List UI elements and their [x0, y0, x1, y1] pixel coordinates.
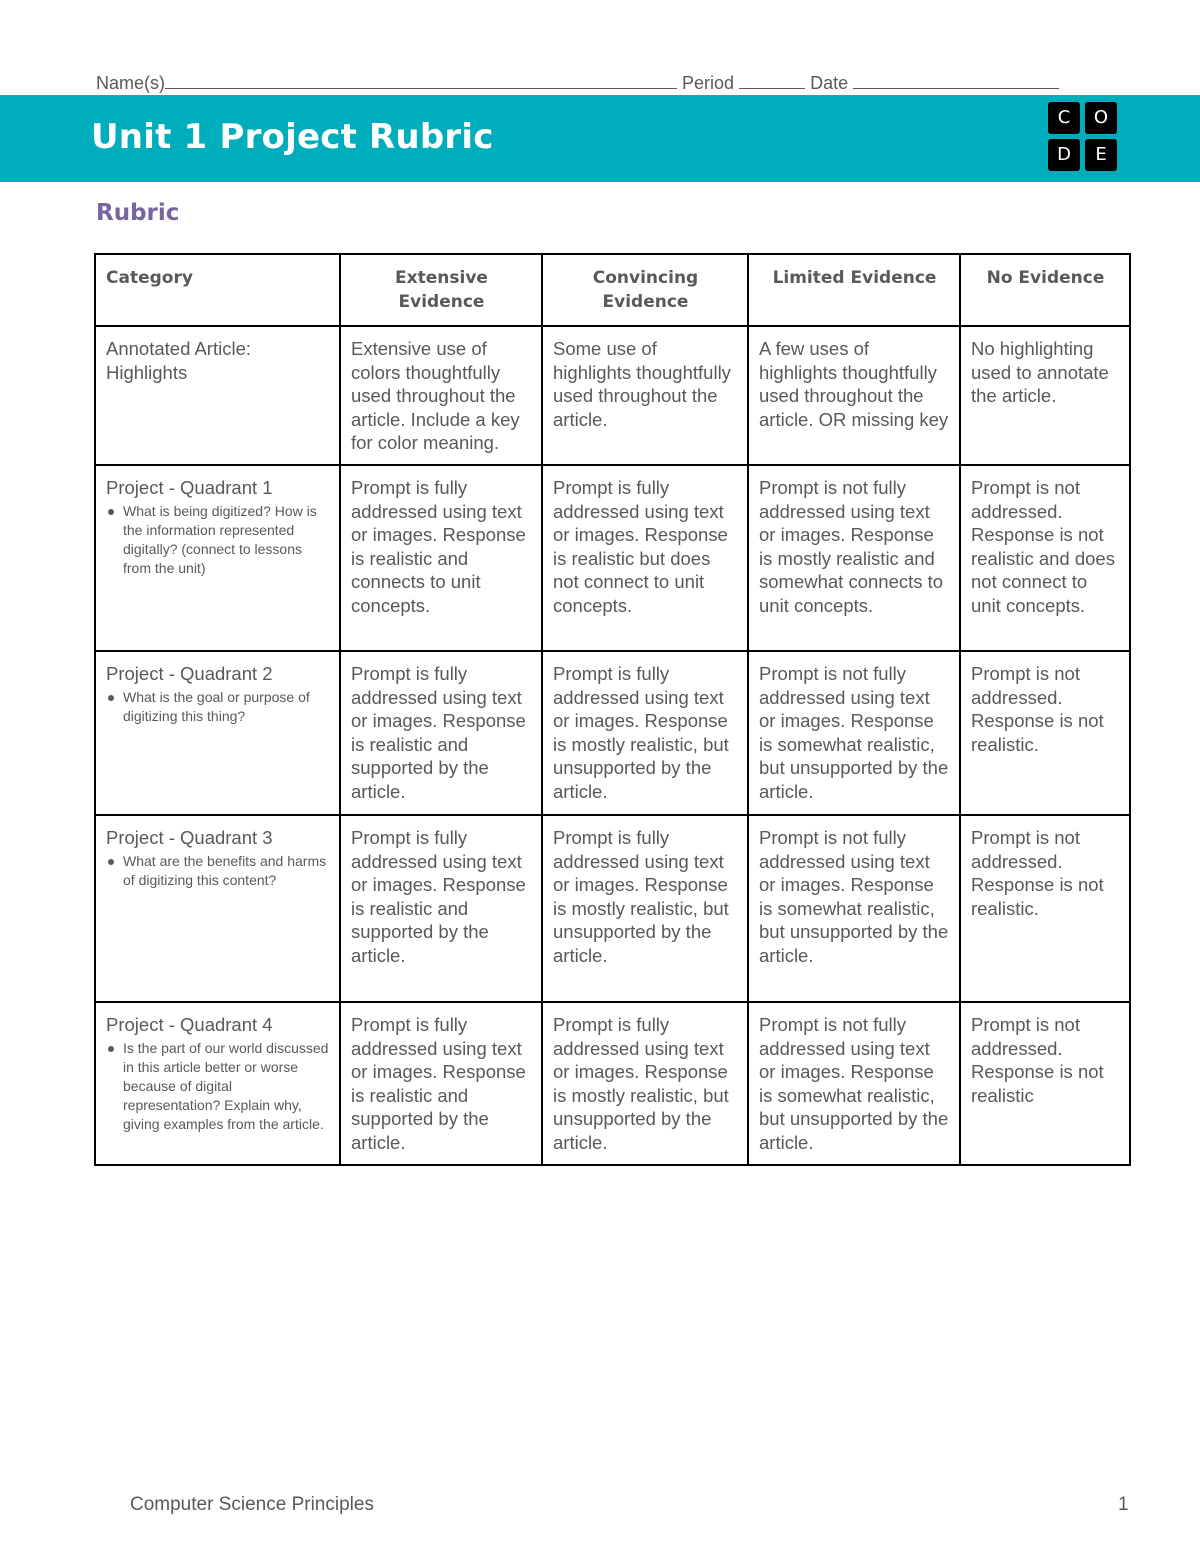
column-header: No Evidence [960, 254, 1130, 326]
period-label: Period [682, 73, 735, 93]
category-title: Project - Quadrant 1 [106, 477, 273, 498]
criteria-cell: Prompt is fully addressed using text or images. Response is mostly realistic, but unsupported by the article. [542, 1002, 748, 1165]
table-row [95, 651, 1130, 815]
category-prompt: What is being digitized? How is the information represented digitally? (connect to lessons from the unit) [106, 502, 330, 578]
criteria-cell: Prompt is fully addressed using text or images. Response is mostly realistic, but unsupported by the article. [542, 815, 748, 1002]
category-title: Project - Quadrant 3 [106, 827, 273, 848]
criteria-cell: A few uses of highlights thoughtfully used throughout the article. OR missing key [748, 326, 960, 465]
title-banner [0, 95, 1200, 182]
criteria-cell: Prompt is not addressed. Response is not realistic [960, 1002, 1130, 1165]
category-cell [95, 651, 340, 815]
section-title: Rubric [96, 200, 180, 226]
criteria-cell: Prompt is fully addressed using text or images. Response is mostly realistic, but unsupported by the article. [542, 651, 748, 815]
category-title: Project - Quadrant 2 [106, 663, 273, 684]
category-prompt: What are the benefits and harms of digitizing this content? [106, 852, 330, 890]
category-prompt: What is the goal or purpose of digitizing this thing? [106, 688, 330, 726]
criteria-cell: Prompt is not addressed. Response is not realistic. [960, 651, 1130, 815]
name-field[interactable] [165, 70, 677, 89]
logo-letter: E [1085, 139, 1117, 171]
category-prompt: Is the part of our world discussed in this article better or worse because of digital representation? Explain why, giving examples from the article. [106, 1039, 330, 1134]
column-header: Extensive Evidence [340, 254, 542, 326]
page-title: Unit 1 Project Rubric [91, 117, 494, 157]
criteria-cell: Prompt is not fully addressed using text or images. Response is mostly realistic and somewhat connects to unit concepts. [748, 465, 960, 651]
category-cell [95, 326, 340, 465]
criteria-cell: Prompt is not addressed. Response is not realistic and does not connect to unit concepts. [960, 465, 1130, 651]
table-row [95, 815, 1130, 1002]
period-field[interactable] [739, 70, 805, 89]
criteria-cell: Extensive use of colors thoughtfully used throughout the article. Include a key for color meaning. [340, 326, 542, 465]
table-row [95, 326, 1130, 465]
criteria-cell: Prompt is fully addressed using text or images. Response is realistic and supported by the article. [340, 815, 542, 1002]
criteria-cell: Prompt is not fully addressed using text or images. Response is somewhat realistic, but unsupported by the article. [748, 815, 960, 1002]
logo-letter: D [1048, 139, 1080, 171]
date-label: Date [810, 73, 849, 93]
criteria-cell: Prompt is not fully addressed using text or images. Response is somewhat realistic, but unsupported by the article. [748, 1002, 960, 1165]
footer-course: Computer Science Principles [130, 1494, 374, 1515]
logo-letter: O [1085, 102, 1117, 134]
criteria-cell: Prompt is fully addressed using text or images. Response is realistic but does not connect to unit concepts. [542, 465, 748, 651]
criteria-cell: No highlighting used to annotate the article. [960, 326, 1130, 465]
table-row [95, 1002, 1130, 1165]
page-number: 1 [1118, 1494, 1129, 1515]
criteria-cell: Prompt is fully addressed using text or images. Response is realistic and connects to unit concepts. [340, 465, 542, 651]
header-row [95, 254, 1130, 326]
date-field[interactable] [853, 70, 1059, 89]
category-title: Annotated Article: Highlights [106, 338, 252, 383]
column-header: Category [95, 254, 340, 326]
criteria-cell: Prompt is fully addressed using text or images. Response is realistic and supported by the article. [340, 651, 542, 815]
code-org-logo [1048, 102, 1118, 172]
category-cell [95, 1002, 340, 1165]
logo-letter: C [1048, 102, 1080, 134]
criteria-cell: Prompt is not fully addressed using text or images. Response is somewhat realistic, but unsupported by the article. [748, 651, 960, 815]
rubric-table [94, 253, 1131, 1166]
category-cell [95, 815, 340, 1002]
criteria-cell: Prompt is fully addressed using text or images. Response is realistic and supported by the article. [340, 1002, 542, 1165]
column-header: Convincing Evidence [542, 254, 748, 326]
criteria-cell: Some use of highlights thoughtfully used throughout the article. [542, 326, 748, 465]
criteria-cell: Prompt is not addressed. Response is not realistic. [960, 815, 1130, 1002]
name-label: Name(s) [96, 73, 166, 93]
student-info-line [96, 70, 1059, 94]
column-header: Limited Evidence [748, 254, 960, 326]
category-title: Project - Quadrant 4 [106, 1014, 273, 1035]
table-row [95, 465, 1130, 651]
category-cell [95, 465, 340, 651]
